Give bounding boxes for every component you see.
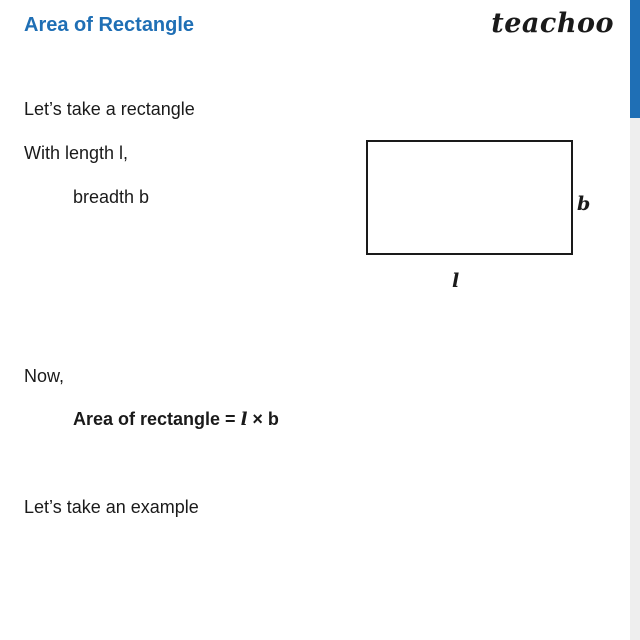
breadth-label: b xyxy=(577,193,591,215)
example-text: Let’s take an example xyxy=(24,497,199,517)
formula-suffix: × b xyxy=(247,409,279,429)
area-formula xyxy=(73,409,279,430)
rectangle-figure xyxy=(366,140,573,255)
formula-prefix: Area of rectangle = xyxy=(73,409,241,429)
length-text: With length l, xyxy=(24,143,129,163)
formula-length-symbol: l xyxy=(240,409,248,430)
scrollbar[interactable] xyxy=(630,0,640,640)
page-title: Area of Rectangle xyxy=(24,14,195,36)
scrollbar-thumb[interactable] xyxy=(630,0,640,118)
now-text: Now, xyxy=(24,366,65,386)
intro-text: Let’s take a rectangle xyxy=(24,99,195,119)
length-label: l xyxy=(452,270,460,292)
breadth-text: breadth b xyxy=(73,187,150,207)
teachoo-logo: teachoo xyxy=(491,8,614,39)
